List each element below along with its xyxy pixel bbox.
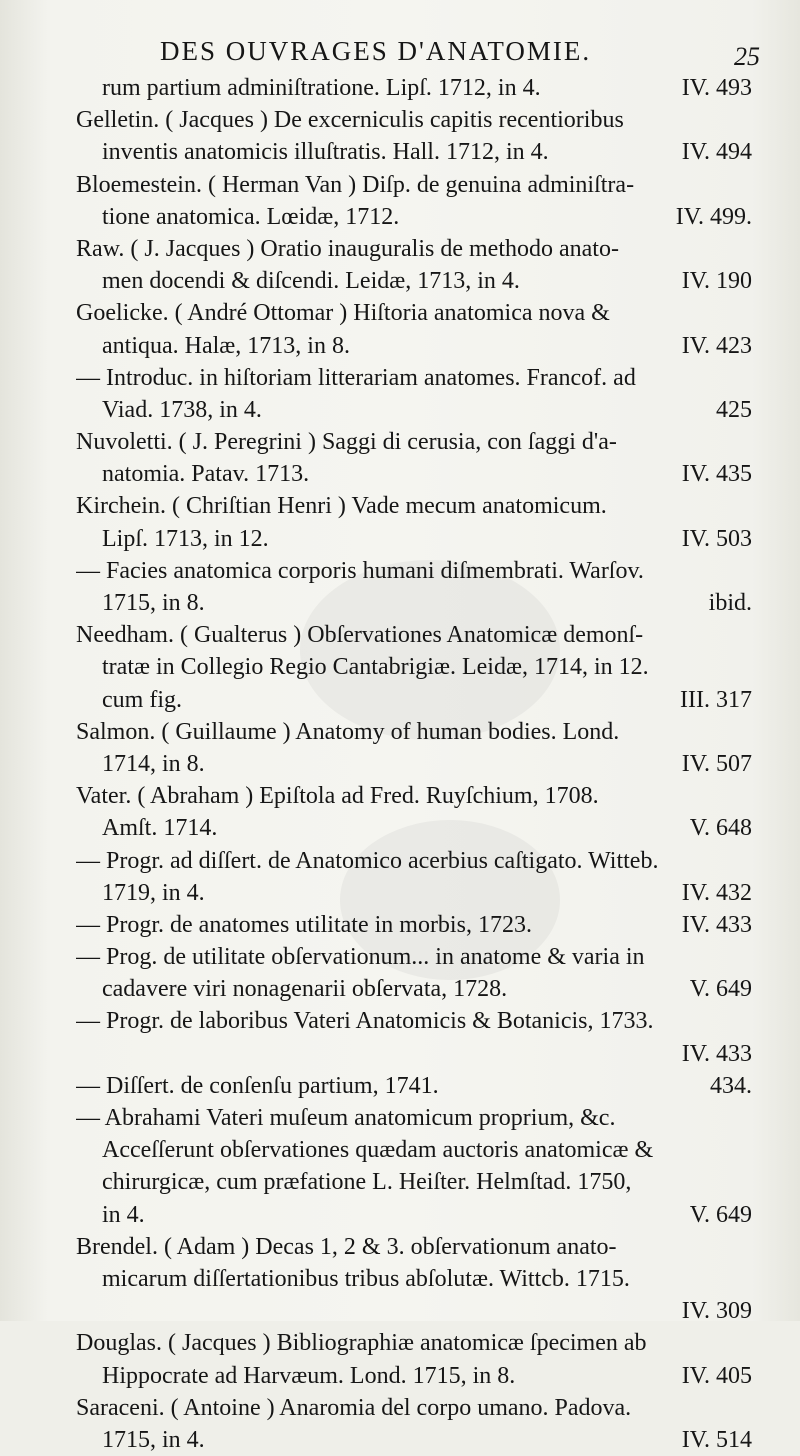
volume-reference xyxy=(742,555,752,587)
page-header xyxy=(160,36,760,72)
volume-reference: V. 648 xyxy=(689,815,752,842)
line-text: — Progr. de anatomes utilitate in morbis, 1723. xyxy=(76,911,532,938)
volume-reference: IV. 499. xyxy=(675,203,752,230)
line-text: chirurgicæ, cum præfatione L. Heiſter. Helmſtad. 1750, xyxy=(102,1169,632,1196)
line-text: in 4. xyxy=(102,1201,145,1228)
text-line xyxy=(76,1295,752,1327)
line-text: Saraceni. ( Antoine ) Anaromia del corpo umano. Padova. xyxy=(76,1394,632,1421)
volume-reference: IV. 514 xyxy=(681,1426,752,1453)
volume-reference xyxy=(742,651,752,683)
volume-reference: V. 649 xyxy=(689,976,752,1003)
bibliography-entries xyxy=(76,72,752,1456)
line-text: Acceſſerunt obſervationes quædam auctoris anatomicæ & xyxy=(102,1137,654,1164)
volume-reference xyxy=(742,426,752,458)
text-line xyxy=(76,297,752,329)
line-text: — Facies anatomica corporis humani diſmembrati. Warſov. xyxy=(76,557,644,584)
text-line xyxy=(76,1231,752,1263)
text-line xyxy=(76,458,752,490)
line-text: 1715, in 8. xyxy=(102,590,205,616)
text-line xyxy=(76,72,752,104)
line-text: Needham. ( Gualterus ) Obſervationes Anatomicæ demonſ- xyxy=(76,622,644,649)
line-text: tratæ in Collegio Regio Cantabrigiæ. Leidæ, 1714, in 12. xyxy=(102,654,649,681)
volume-reference xyxy=(742,1005,752,1037)
text-line xyxy=(76,523,752,555)
volume-reference xyxy=(742,1263,752,1295)
line-text: Raw. ( J. Jacques ) Oratio inauguralis de methodo anato- xyxy=(76,235,619,262)
volume-reference xyxy=(742,1166,752,1198)
volume-reference xyxy=(742,619,752,651)
line-text: — Progr. ad diſſert. de Anatomico acerbius caſtigato. Witteb. xyxy=(76,847,659,874)
line-text: Kirchein. ( Chriſtian Henri ) Vade mecum anatomicum. xyxy=(76,493,607,520)
text-line xyxy=(76,845,752,877)
volume-reference xyxy=(742,362,752,394)
text-line xyxy=(76,1424,752,1456)
line-text: cadavere viri nonagenarii obſervata, 1728. xyxy=(102,976,508,1003)
text-line xyxy=(76,651,752,683)
text-line xyxy=(76,684,752,716)
line-text: natomia. Patav. 1713. xyxy=(102,461,310,488)
text-line xyxy=(76,1166,752,1198)
text-line xyxy=(76,104,752,136)
line-text: men docendi & diſcendi. Leidæ, 1713, in 4. xyxy=(102,268,520,295)
line-text: cum fig. xyxy=(102,686,182,713)
volume-reference: IV. 433 xyxy=(681,911,752,938)
text-line xyxy=(76,136,752,168)
volume-reference: 425 xyxy=(716,396,752,423)
text-line xyxy=(76,716,752,748)
text-line xyxy=(76,362,752,394)
page-number: 25 xyxy=(734,42,760,71)
line-text: inventis anatomicis illuſtratis. Hall. 1712, in 4. xyxy=(102,139,549,166)
line-text: rum partium adminiſtratione. Lipſ. 1712, in 4. xyxy=(102,75,541,101)
line-text: tione anatomica. Lœidæ, 1712. xyxy=(102,203,400,230)
volume-reference xyxy=(742,490,752,522)
text-line xyxy=(76,587,752,619)
volume-reference xyxy=(742,169,752,201)
volume-reference: IV. 494 xyxy=(681,139,752,166)
line-text: micarum diſſertationibus tribus abſolutæ. Wittcb. 1715. xyxy=(102,1265,630,1292)
line-text: — Diſſert. de conſenſu partium, 1741. xyxy=(76,1072,439,1099)
line-text: — Prog. de utilitate obſervationum... in anatome & varia in xyxy=(76,944,645,971)
line-text: 1715, in 4. xyxy=(102,1426,205,1453)
line-text: 1719, in 4. xyxy=(102,879,205,906)
line-text: Gelletin. ( Jacques ) De excerniculis capitis recentioribus xyxy=(76,107,624,134)
volume-reference: IV. 433 xyxy=(681,1040,752,1067)
line-text: — Introduc. in hiſtoriam litterariam anatomes. Francof. ad xyxy=(76,364,636,391)
volume-reference: IV. 507 xyxy=(681,750,752,777)
text-line xyxy=(76,394,752,426)
volume-reference: IV. 190 xyxy=(681,268,752,295)
text-line xyxy=(76,1102,752,1134)
volume-reference xyxy=(742,1231,752,1263)
text-line xyxy=(76,1327,752,1359)
line-text: Lipſ. 1713, in 12. xyxy=(102,525,269,552)
text-line xyxy=(76,748,752,780)
line-text: antiqua. Halæ, 1713, in 8. xyxy=(102,332,350,359)
volume-reference: ibid. xyxy=(708,590,752,616)
text-line xyxy=(76,619,752,651)
text-line xyxy=(76,490,752,522)
text-line xyxy=(76,1263,752,1295)
text-line xyxy=(76,169,752,201)
volume-reference xyxy=(742,104,752,136)
line-text: — Progr. de laboribus Vateri Anatomicis & Botanicis, 1733. xyxy=(76,1008,654,1035)
text-line xyxy=(76,1070,752,1102)
line-text: Vater. ( Abraham ) Epiſtola ad Fred. Ruyſchium, 1708. xyxy=(76,783,599,810)
line-text xyxy=(76,1295,672,1327)
line-text: Salmon. ( Guillaume ) Anatomy of human bodies. Lond. xyxy=(76,718,620,745)
line-text: Viad. 1738, in 4. xyxy=(102,396,262,423)
text-line xyxy=(76,780,752,812)
volume-reference: IV. 423 xyxy=(681,332,752,359)
volume-reference xyxy=(742,297,752,329)
text-line xyxy=(76,1199,752,1231)
text-line xyxy=(76,973,752,1005)
text-line xyxy=(76,877,752,909)
volume-reference xyxy=(742,845,752,877)
volume-reference xyxy=(742,1327,752,1359)
line-text: Nuvoletti. ( J. Peregrini ) Saggi di cerusia, con ſaggi d'a- xyxy=(76,429,617,456)
volume-reference: IV. 493 xyxy=(681,75,752,101)
text-line xyxy=(76,812,752,844)
volume-reference: III. 317 xyxy=(680,686,752,713)
line-text: Bloemestein. ( Herman Van ) Diſp. de genuina adminiſtra- xyxy=(76,171,635,198)
line-text: Hippocrate ad Harvæum. Lond. 1715, in 8. xyxy=(102,1362,516,1389)
text-line xyxy=(76,555,752,587)
volume-reference xyxy=(742,716,752,748)
text-line xyxy=(76,233,752,265)
text-line xyxy=(76,330,752,362)
text-line xyxy=(76,201,752,233)
volume-reference xyxy=(742,1392,752,1424)
text-line xyxy=(76,1392,752,1424)
volume-reference xyxy=(742,233,752,265)
running-title: DES OUVRAGES D'ANATOMIE. xyxy=(160,36,592,66)
volume-reference: 434. xyxy=(710,1072,752,1099)
volume-reference: IV. 405 xyxy=(681,1362,752,1389)
line-text xyxy=(76,1038,672,1070)
line-text: Goelicke. ( André Ottomar ) Hiſtoria anatomica nova & xyxy=(76,300,610,327)
volume-reference: IV. 432 xyxy=(681,879,752,906)
text-line xyxy=(76,426,752,458)
text-line xyxy=(76,1134,752,1166)
volume-reference xyxy=(742,1102,752,1134)
volume-reference: V. 649 xyxy=(689,1201,752,1228)
text-line xyxy=(76,941,752,973)
volume-reference: IV. 503 xyxy=(681,525,752,552)
line-text: — Abrahami Vateri muſeum anatomicum proprium, &c. xyxy=(76,1105,616,1131)
text-line xyxy=(76,1005,752,1037)
text-line xyxy=(76,265,752,297)
volume-reference: IV. 309 xyxy=(681,1298,752,1325)
text-line xyxy=(76,1360,752,1392)
line-text: Brendel. ( Adam ) Decas 1, 2 & 3. obſervationum anato- xyxy=(76,1233,617,1260)
text-line xyxy=(76,909,752,941)
volume-reference xyxy=(742,780,752,812)
line-text: Amſt. 1714. xyxy=(102,815,218,842)
line-text: Douglas. ( Jacques ) Bibliographiæ anatomicæ ſpecimen ab xyxy=(76,1330,647,1357)
volume-reference xyxy=(742,1134,752,1166)
volume-reference: IV. 435 xyxy=(681,461,752,488)
line-text: 1714, in 8. xyxy=(102,750,205,777)
volume-reference xyxy=(742,941,752,973)
text-line xyxy=(76,1038,752,1070)
